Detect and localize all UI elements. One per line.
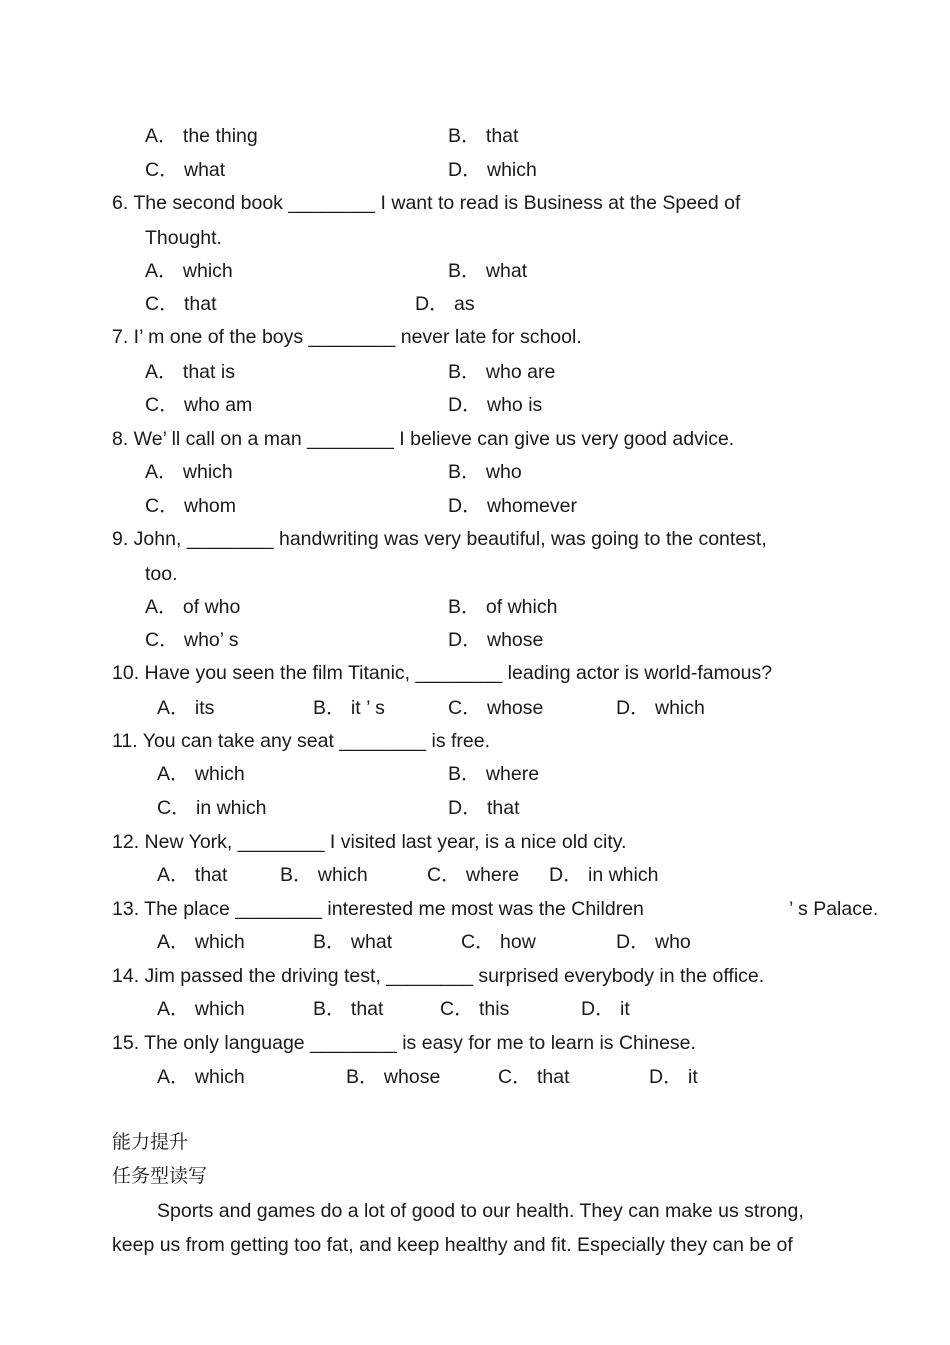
q12-option-d: D． in which — [549, 864, 659, 886]
q13-option-a: A． which — [157, 931, 245, 953]
q13-stem: 13. The place ________ interested me most was the Children — [112, 898, 644, 920]
q15-option-c: C． that — [498, 1066, 570, 1088]
q9-option-a: A． of who — [145, 596, 241, 618]
q14-option-a: A． which — [157, 998, 245, 1020]
q8-option-a: A． which — [145, 461, 233, 483]
q10-option-d: D． which — [616, 697, 705, 719]
q9-option-c: C． who’ s — [145, 629, 239, 651]
q9-option-d: D． whose — [448, 629, 544, 651]
q14-option-b: B． that — [313, 998, 384, 1020]
q5-option-c: C． what — [145, 159, 226, 181]
q6-option-c: C． that — [145, 293, 217, 315]
q10-option-c: C． whose — [448, 697, 544, 719]
q11-option-d: D． that — [448, 797, 520, 819]
q7-stem: 7. I’ m one of the boys ________ never late for school. — [112, 326, 582, 348]
q8-option-b: B． who — [448, 461, 522, 483]
q6-option-a: A． which — [145, 260, 233, 282]
q10-stem: 10. Have you seen the film Titanic, ________ leading actor is world-famous? — [112, 662, 773, 684]
q5-option-b: B． that — [448, 125, 519, 147]
q14-option-d: D． it — [581, 998, 630, 1020]
q11-option-a: A． which — [157, 763, 245, 785]
passage-line-1: Sports and games do a lot of good to our health. They can make us strong, — [157, 1200, 804, 1222]
q12-option-b: B． which — [280, 864, 368, 886]
q7-option-a: A． that is — [145, 361, 235, 383]
q6-option-d: D． as — [415, 293, 475, 315]
q7-option-b: B． who are — [448, 361, 556, 383]
q13-option-c: C． how — [461, 931, 536, 953]
q8-stem: 8. We’ ll call on a man ________ I believe can give us very good advice. — [112, 428, 735, 450]
q5-option-d: D． which — [448, 159, 537, 181]
passage-line-2: keep us from getting too fat, and keep healthy and fit. Especially they can be of — [112, 1234, 793, 1256]
q11-option-c: C． in which — [157, 797, 267, 819]
q15-option-a: A． which — [157, 1066, 245, 1088]
q14-option-c: C． this — [440, 998, 510, 1020]
q9-option-b: B． of which — [448, 596, 558, 618]
section-heading-ability: 能力提升 — [112, 1131, 189, 1153]
q15-stem: 15. The only language ________ is easy for me to learn is Chinese. — [112, 1032, 696, 1054]
q12-stem: 12. New York, ________ I visited last year, is a nice old city. — [112, 831, 627, 853]
q7-option-c: C． who am — [145, 394, 253, 416]
q10-option-a: A． its — [157, 697, 215, 719]
q5-option-a: A． the thing — [145, 125, 258, 147]
q6-option-b: B． what — [448, 260, 528, 282]
q15-option-d: D． it — [649, 1066, 698, 1088]
q8-option-d: D． whomever — [448, 495, 577, 517]
q13-stem-end: ’ s Palace. — [789, 898, 879, 920]
q13-option-d: D． who — [616, 931, 691, 953]
q8-option-c: C． whom — [145, 495, 237, 517]
q13-option-b: B． what — [313, 931, 393, 953]
q12-option-c: C． where — [427, 864, 520, 886]
q11-stem: 11. You can take any seat ________ is free. — [112, 730, 491, 752]
q7-option-d: D． who is — [448, 394, 543, 416]
q14-stem: 14. Jim passed the driving test, ________ surprised everybody in the office. — [112, 965, 765, 987]
q6-stem-line2: Thought. — [145, 227, 222, 249]
q11-option-b: B． where — [448, 763, 540, 785]
q15-option-b: B． whose — [346, 1066, 441, 1088]
q9-stem-line1: 9. John, ________ handwriting was very beautiful, was going to the contest, — [112, 528, 767, 550]
q6-stem-line1: 6. The second book ________ I want to read is Business at the Speed of — [112, 192, 741, 214]
q12-option-a: A． that — [157, 864, 228, 886]
q9-stem-line2: too. — [145, 563, 178, 585]
section-heading-task-reading: 任务型读写 — [112, 1165, 208, 1187]
q10-option-b: B． it ’ s — [313, 697, 385, 719]
